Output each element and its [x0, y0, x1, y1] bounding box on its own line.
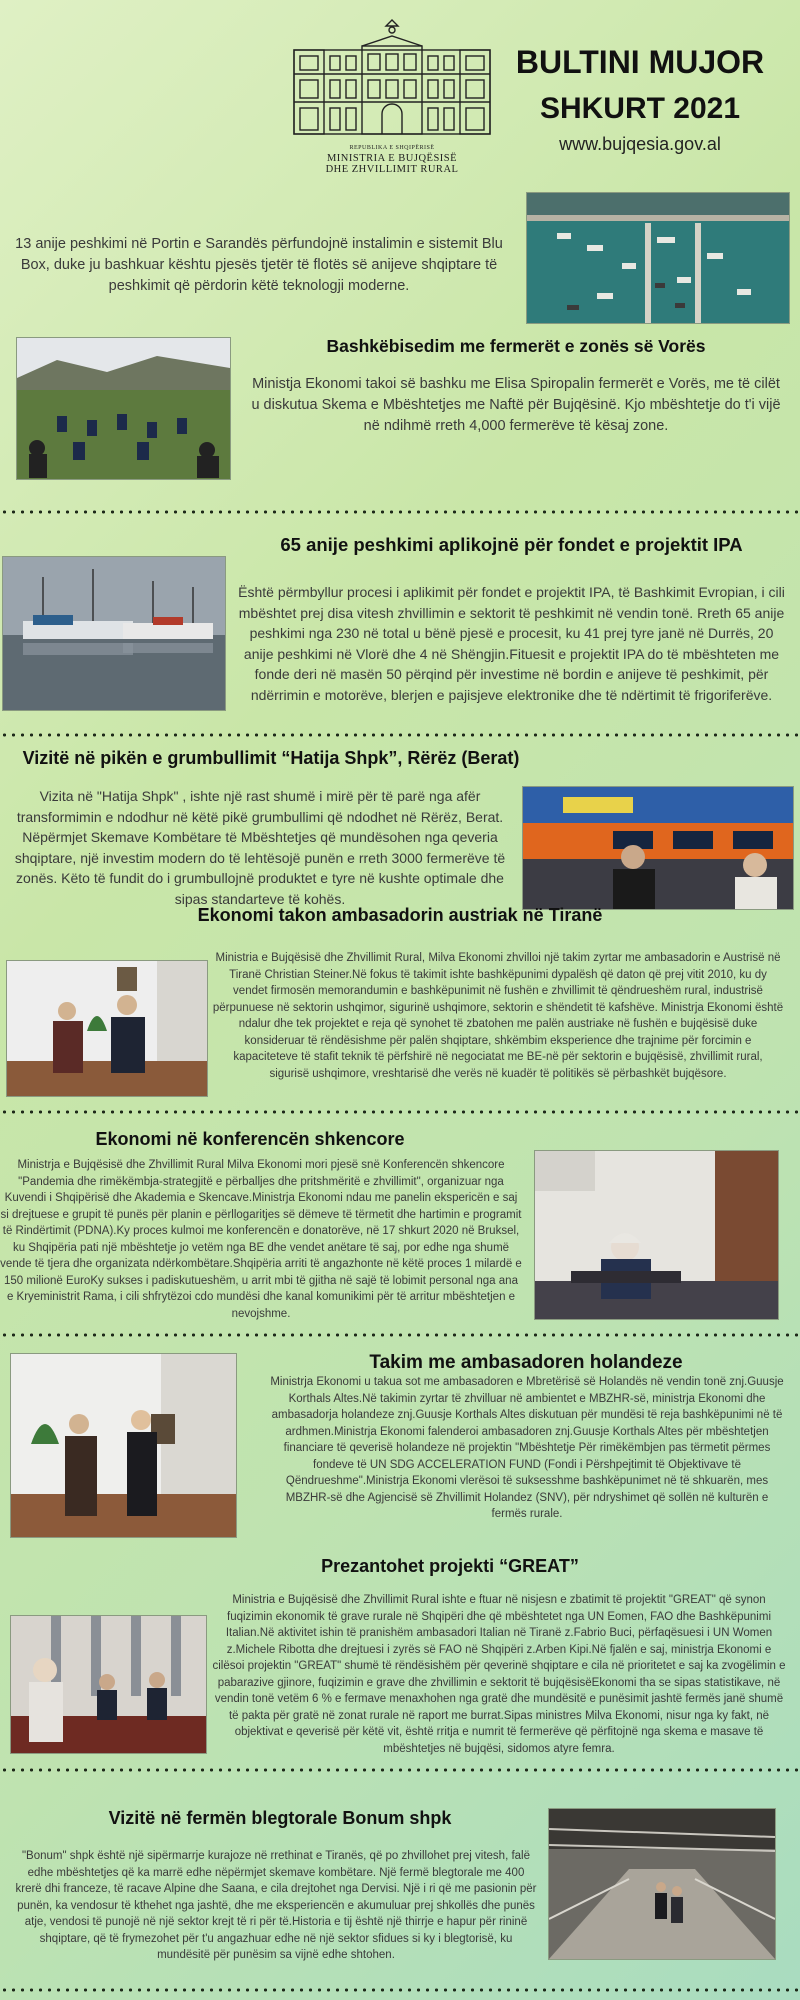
article-vora-body: Ministja Ekonomi takoi së bashku me Elisa Spiropalin fermerët e Vorës, me të cilët u diskutua Skema e Mbështetjes me Naftë për Bujqësinë. Kjo mbështetje do t'i vijë në ndihmë rreth 4,000 fermerëve të kësaj zone.	[251, 376, 781, 434]
section-divider	[0, 1988, 800, 1992]
bulletin-title-line2: SHKURT 2021	[539, 92, 741, 125]
article-bonum-body: "Bonum" shpk është një sipërmarrje kurajoze në rrethinat e Tiranës, që po zhvillohet prej vitesh, falë edhe mbështetjes që ka marrë edhe nëpërmjet skemave kombëtare. Një fermë blegtorale me 400 krerë dhi franceze, të racave Alpine dhe Saana, e cila drejtohet nga Dervisi. Një i ri që me pasionin për punën, ka vendosur të kthehet nga jashtë, dhe me eksperiencën e akumuluar prej shkollës dhe punës atje, vendosi të punojë në një sektor krejt të ri për të.Historia e tij është një thirrje e hapur për rininë shqiptare, që të frymezohet për t'u angazhuar edhe në një sektor sfidues si ky i blegtorisë, ku mundësitë për punësim sa vijnë edhe shtohen.	[15, 1850, 537, 1961]
article-austria-title: Ekonomi takon ambasadorin austriak në Tiranë	[197, 905, 603, 925]
austria-meeting-photo	[6, 960, 208, 1097]
conference-photo	[534, 1150, 779, 1320]
goat-farm-photo	[548, 1808, 776, 1960]
harbor-photo	[526, 192, 790, 324]
farmers-meeting-photo	[16, 337, 231, 480]
article-austria-body: Ministria e Bujqësisë dhe Zhvillimit Rural, Milva Ekonomi zhvilloi një takim zyrtar me ambasadorin e Austrisë në Tiranë Christian Steiner.Në fokus të takimit ishte bashkëpunimi dypalësh që daton që prej vitit 2010, ku dy vendet firmosën memorandumin e bashkëpunimit në fushën e zhvillimit të qëndrueshëm rural, industrisë përpunuese në sektorin ushqimor, sigurinë ushqimore, sektorin e shëndetit të kafshëve. Ministrja Ekonomi është ndalur dhe tek projektet e reja që synohet të zbatohen me palën austriake në fushën e bujqësisë duke konsideruar të rëndësishme për palën shqiptare, shkëmbim eksperience dhe trajnime për forcimin e kapaciteteve të stafit teknik të përfshirë në negociatat me BE-në për sektorin e bujqësisë, zhvillimit rural, sigurisë ushqimore, vreshtarisë dhe verës në kuadër të politikës së përbashkët bujqësore.	[212, 952, 784, 1080]
article-hatija-title: Vizitë në pikën e grumbullimit “Hatija Shpk”, Rërëz (Berat)	[22, 748, 520, 768]
section-divider	[0, 1333, 800, 1337]
section-divider	[0, 1110, 800, 1114]
article-ipa-title: 65 anije peshkimi aplikojnë për fondet e projektit IPA	[280, 534, 743, 555]
article-dutch-title: Takim me ambasadoren holandeze	[369, 1352, 683, 1373]
ministry-building-icon	[292, 14, 492, 136]
collection-point-photo	[522, 786, 794, 910]
bulletin-title-line1: BULTINI MUJOR	[515, 44, 765, 80]
section-divider	[0, 733, 800, 737]
section-divider	[0, 510, 800, 514]
article-ipa-body: Është përmbyllur procesi i aplikimit për fondet e projektit IPA, të Bashkimit Evropian, i cili mbështet prej disa vitesh zhvillimin e sektorit të peshkimit në vendin tonë. Rreth 65 anije peshkimi nga 230 në total u bënë pjesë e procesit, ku 41 prej tyre janë në Durrës, 20 anije peshkimi në Vlorë dhe 4 në Shëngjin.Fituesit e projektit IPA do të mbështeten me fonde deri në masën 50 përqind për investime në bordin e anijeve të peshkimit, për ndërrimin e motorëve, blerjen e pajisjeve elektronike dhe të ndërtimit të frigoriferëve.	[238, 584, 785, 703]
article-saranda-body: 13 anije peshkimi në Portin e Sarandës përfundojnë instalimin e sistemit Blu Box, duke ju bashkuar kështu pjesës tjetër të flotës së anijeve shqiptare të peshkimit që përdorin këtë teknologji moderne.	[15, 236, 503, 294]
article-bonum-title: Vizitë në fermën blegtorale Bonum shpk	[108, 1808, 452, 1828]
article-dutch-body: Ministrja Ekonomi u takua sot me ambasadoren e Mbretërisë së Holandës në vendin tonë znj.Guusje Korthals Altes.Në takimin zyrtar të zhvilluar në ambientet e MBZHR-së, ministrja Ekonomi dhe ambasadorja holandeze znj.Guusje Korthals Altes diskutuan për mundësi të reja bashkëpunimi në të ardhmen.Ministrja Ekonomi falenderoi ambasadoren znj.Guusje Korthals Altes për mbështetjen financiare të qeverisë holandeze në projektin "Mbështetje Për rimëkëmbjen pas tërmetit përmes fondeve të UN SDG ACCELERATION FUND (Fondi i Përshpejtimit të Objektivave të Qëndrueshme".Ministrja Ekonomi vlerësoi të suksesshme bashkëpunimet në të shkuarën, mes MBZHR-së dhe Agjencisë së Zhvillimit Holandez (SNV), për ndryshimet që sollën në kulturën e fermës rurale.	[270, 1376, 784, 1520]
logo-ministry-line1: MINISTRIA E BUJQËSISË	[326, 153, 458, 164]
great-project-photo	[10, 1615, 207, 1754]
article-hatija-body: Vizita në "Hatija Shpk" , ishte një rast shumë i mirë për të parë nga afër transformimin e ndodhur në këtë pikë grumbullimi që ndodhet në Rërëz, Berat. Nëpërmjet Skemave Kombëtare të Mbështetjes që mundësohen nga qeveria shqiptare, një investim modern do të lehtësojë punën e rreth 3000 fermerëve të zonës. Këto të fundit do i grumbullojnë produktet e tyre në kushte optimale dhe sipas standarteve të kohës.	[14, 788, 506, 907]
article-great-title: Prezantohet projekti “GREAT”	[321, 1556, 579, 1576]
section-divider	[0, 1768, 800, 1772]
article-vora-title: Bashkëbisedim me fermerët e zonës së Vorës	[326, 336, 706, 356]
article-conference-title: Ekonomi në konferencën shkencore	[95, 1129, 405, 1149]
article-conference-body: Ministrja e Bujqësisë dhe Zhvillimit Rural Milva Ekonomi mori pjesë snë Konferencën shkencore "Pandemia dhe rimëkëmbja-strategjitë e përballjes dhe pritshmëritë e zhvillimit", organizuar nga Kuvendi i Shqipërisë dhe Akademia e Skencave.Ministrja Ekonomi ndau me panelin ekspericën e saj si drejtuese e grupit të punës për planin e përllogaritjes së dëmeve të tërmetit dhe hartimin e programit të Rindërtimit (PDNA).Ky proces kulmoi me konferencën e donatorëve, në 17 shkurt 2020 në Bruksel, ku Shqipëria pati një mbështetje jo vetëm nga BE dhe vendet anëtare të saj, por edhe nga shumë vende të tjera dhe organizata ndërkombëtare.Shqipëria arriti të angazhonte në këtë proces 1 milardë e 150 milionë EuroKy sukses i padiskutueshëm, u arrit mbi të gjitha në sajë të lobimit personal nga ana e Kryeministrit Rama, i cili shfrytëzoi cdo mundësi dhe kanal komunikimi për të arritur mbështetjen e nevojshme.	[0, 1159, 522, 1320]
ministry-logo	[292, 14, 492, 174]
fishing-boats-photo	[2, 556, 226, 711]
website-link[interactable]: www.bujqesia.gov.al	[559, 134, 721, 154]
logo-small-text: REPUBLIKA E SHQIPËRISË	[349, 145, 435, 151]
article-great-body: Ministria e Bujqësisë dhe Zhvillimit Rural ishte e ftuar në nisjesn e zbatimit të projektit "GREAT" që synon fuqizimin ekonomik të grave rurale në Shqipëri dhe që mbështetet nga UN Eomen, FAO dhe Bashkëpunimi Italian.Në aktivitet ishin të pranishëm ambasadori Italian në Tiranë z.Fabrio Buci, përfaqësuesi i UN Women z.Michele Ribotta dhe drejtuesi i zyrës së FAO në Shqipëri z.Arben Kipi.Në fjalën e saj, ministrja Ekonomi e cilësoi projektin "GREAT" shumë të rëndësishëm për qeverinë shqiptare e cila në prioritetet e saj ka zvogëlimin e pabarazive gjinore, fuqizimin e grave dhe zhvillimin e sektorit të bujqësisëEkonomi tha se sipas statistikave, në vendin tonë vetëm 6 % e fermave menaxhohen nga gratë dhe mundësitë e punësimit jashtë fermës janë shumë të pakta për gratë në zonat rurale në raport me burrat.Sipas ministres Milva Ekonomi, nisur nga ky fakt, në objektivat e qeverisë për këtë vit, është rritja e numrit të fermerëve që përfitojnë nga skema e masave të mbështetjes në bujqësi, sidomos atyre femra.	[212, 1594, 786, 1755]
logo-ministry-line2: DHE ZHVILLIMIT RURAL	[325, 164, 459, 175]
dutch-meeting-photo	[10, 1353, 237, 1538]
